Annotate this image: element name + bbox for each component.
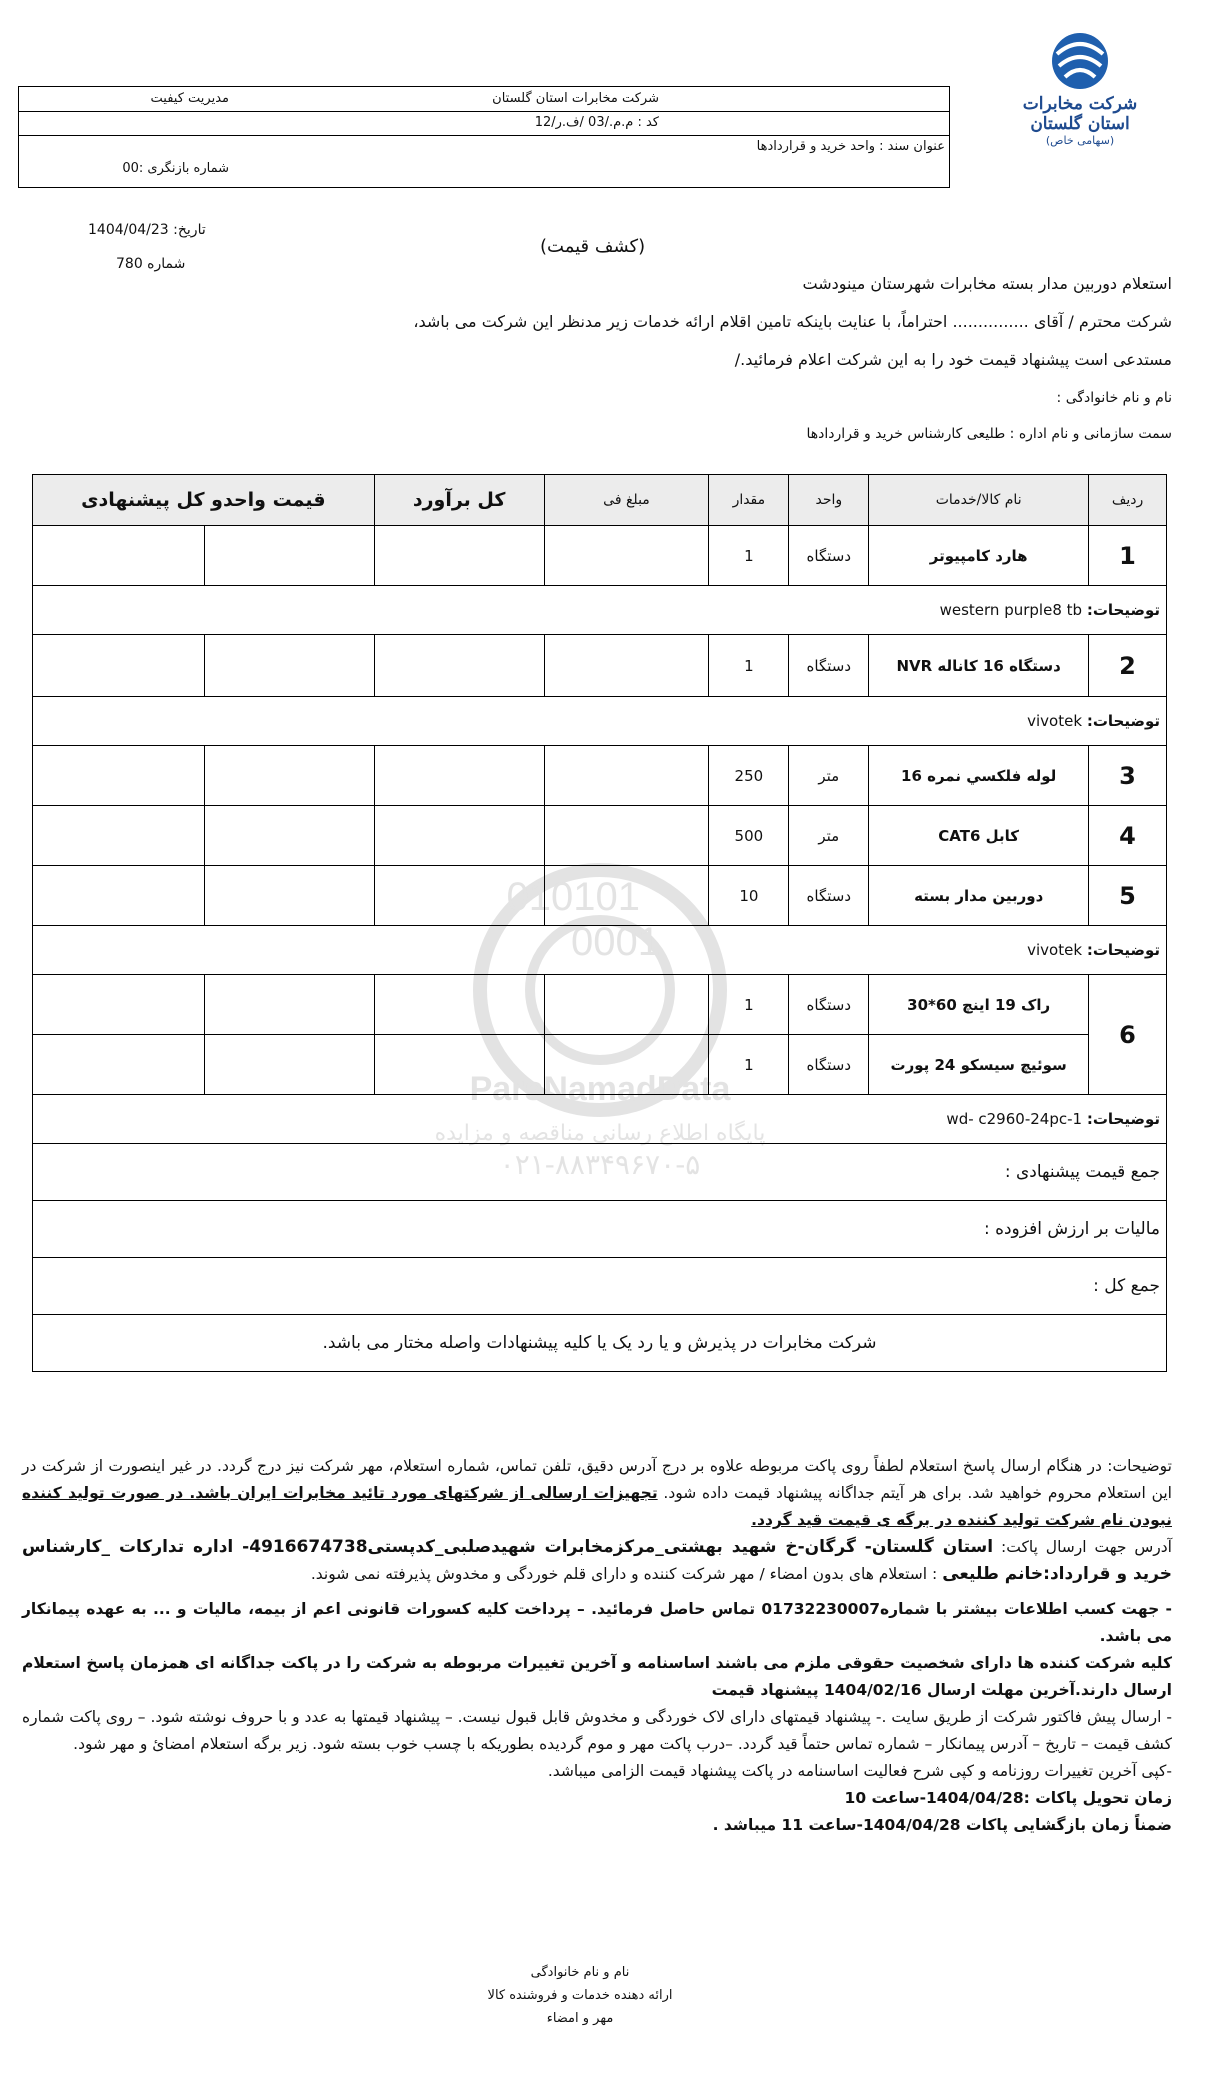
note-5: - ارسال پیش فاکتور شرکت از طریق سایت .- پیشنهاد قیمتهای دارای لاک خوردگی و مخدوش قابل قبول نیست. – پیشنهاد قیمتها به عدد و با حروف نوشته شود. – روی پاکت شماره کشف قیمت – تاریخ – آدرس پیمانکار – شماره تماس حتماً قید گردد. –درب پاکت مهر و موم گردیده بطوریکه با چسب خوب بسته شود. زیر برگه استعلام امضائ و مهر شود.	[22, 1708, 1172, 1753]
header-name-col: نام کالا/خدمات	[869, 475, 1089, 526]
total-cell	[374, 975, 544, 1035]
item-name: کابل CAT6	[869, 806, 1089, 866]
item-qty: 1	[709, 526, 789, 586]
offer-total-cell	[204, 635, 374, 697]
offer-total-cell	[204, 526, 374, 586]
document-number: شماره 780	[116, 256, 186, 272]
offer-unit-cell	[33, 526, 205, 586]
table-header-row	[33, 475, 1167, 526]
offer-total-cell	[204, 746, 374, 806]
row-number: 6	[1089, 975, 1167, 1095]
offer-unit-cell	[33, 975, 205, 1035]
intro-line-4: نام و نام خانوادگی :	[1056, 390, 1172, 406]
description-value: western purple8 tb	[939, 601, 1083, 619]
watermark-line-1: پایگاه اطلاع رسانی مناقصه و مزایده	[434, 1121, 766, 1146]
header-row-col: ردیف	[1089, 475, 1167, 526]
row-number: 1	[1089, 526, 1167, 586]
total-cell	[374, 1035, 544, 1095]
signature-block	[430, 1965, 730, 2026]
item-qty: 10	[709, 866, 789, 926]
header-total-col: کل برآورد	[374, 475, 544, 526]
header-code: کد : م.م./03 /ف.ر/12	[534, 115, 659, 130]
note-2a: آدرس جهت ارسال پاکت:	[1001, 1538, 1172, 1556]
item-name: سوئیچ سیسکو 24 پورت	[869, 1035, 1089, 1095]
note-1b: تجهیزات ارسالی از شرکتهای مورد تائید مخابرات ایران باشد. در صورت تولید کننده نبودن نام شرکت تولید کننده در برگه ی قیمت قید گردد.	[22, 1484, 1172, 1529]
note-4: کلیه شرکت کننده ها دارای شخصیت حقوقی ملزم می باشند اساسنامه و آخرین تغییرات مربوطه به شرکت را در پاکت جداگانه ای همزمان پاسخ استعلام ارسال دارند.آخرین مهلت ارسال 1404/02/16 پیشنهاد قیمت	[22, 1654, 1172, 1699]
note-2c: : استعلام های بدون امضاء / مهر شرکت کننده و دارای قلم خوردگی و مخدوش پذیرفته نمی شوند.	[310, 1565, 938, 1583]
company-logo	[1000, 30, 1160, 160]
signature-stamp: مهر و امضاء	[546, 2011, 614, 2026]
rights-row	[33, 1315, 1167, 1372]
table-row	[33, 975, 1167, 1035]
item-name: لوله فلکسي نمره 16	[869, 746, 1089, 806]
item-unit: متر	[789, 746, 869, 806]
offer-unit-cell	[33, 1035, 205, 1095]
item-name: هارد کامپیوتر	[869, 526, 1089, 586]
notes-section	[22, 1453, 1172, 1839]
telecom-logo-icon	[1045, 30, 1115, 92]
offer-total-cell	[204, 975, 374, 1035]
total-cell	[374, 635, 544, 697]
item-name: دوربین مدار بسته	[869, 866, 1089, 926]
note-8: ضمناً زمان بازگشایی پاکات 1404/04/28-ساعت 11 میباشد .	[712, 1816, 1172, 1834]
vat-label: مالیات بر ارزش افزوده :	[33, 1201, 1167, 1258]
note-7: زمان تحویل پاکات :1404/04/28-ساعت 10	[844, 1789, 1172, 1807]
rights-note: شرکت مخابرات در پذیرش و یا رد یک یا کلیه پیشنهادات واصله مختار می باشد.	[33, 1315, 1167, 1372]
intro-line-2: شرکت محترم / آقای ............... احتراماً، با عنایت باینکه تامین اقلام ارائه خدمات زیر مدنظر این شرکت می باشد،	[413, 312, 1172, 331]
header-revision: شماره بازنگری :00	[122, 161, 229, 176]
row-number: 2	[1089, 635, 1167, 697]
fee-cell	[544, 806, 709, 866]
sum-offer-label: جمع قیمت پیشنهادی :	[33, 1144, 1167, 1201]
description-value: vivotek	[1027, 712, 1083, 730]
sum-offer-row	[33, 1144, 1167, 1201]
intro-line-5: سمت سازمانی و نام اداره : طلیعی کارشناس خرید و قراردادها	[806, 426, 1172, 442]
offer-total-cell	[204, 806, 374, 866]
table-row	[33, 635, 1167, 697]
signature-provider: ارائه دهنده خدمات و فروشنده کالا	[487, 1988, 673, 2003]
item-qty: 1	[709, 1035, 789, 1095]
header-quality: مدیریت کیفیت	[150, 91, 229, 106]
description-row	[33, 697, 1167, 746]
table-row	[33, 746, 1167, 806]
fee-cell	[544, 746, 709, 806]
item-qty: 250	[709, 746, 789, 806]
grand-total-row	[33, 1258, 1167, 1315]
item-unit: دستگاه	[789, 866, 869, 926]
item-name: راک 19 اینچ 60*30	[869, 975, 1089, 1035]
watermark-digits-1: 010101	[506, 875, 640, 919]
fee-cell	[544, 975, 709, 1035]
document-header-box	[18, 86, 950, 188]
item-qty: 500	[709, 806, 789, 866]
item-unit: دستگاه	[789, 975, 869, 1035]
total-cell	[374, 746, 544, 806]
description-label: توضیحات:	[1086, 712, 1160, 730]
offer-total-cell	[204, 1035, 374, 1095]
note-6: -کپی آخرین تغییرات روزنامه و کپی شرح فعالیت اساسنامه در پاکت پیشنهاد قیمت الزامی میباشد.	[547, 1762, 1172, 1780]
signature-name: نام و نام خانوادگی	[530, 1965, 630, 1980]
table-row	[33, 806, 1167, 866]
header-company: شرکت مخابرات استان گلستان	[492, 91, 659, 106]
header-unit-col: واحد	[789, 475, 869, 526]
table-row	[33, 526, 1167, 586]
item-unit: دستگاه	[789, 635, 869, 697]
offer-unit-cell	[33, 806, 205, 866]
total-cell	[374, 526, 544, 586]
total-cell	[374, 806, 544, 866]
header-doc-title: عنوان سند : واحد خرید و قراردادها	[756, 139, 945, 154]
page-title: (کشف قیمت)	[540, 236, 646, 257]
note-paragraph-2	[22, 1534, 1172, 1588]
items-table	[32, 474, 1167, 1372]
vat-row	[33, 1201, 1167, 1258]
fee-cell	[544, 526, 709, 586]
description-label: توضیحات:	[1086, 1110, 1160, 1128]
description-label: توضیحات:	[1086, 941, 1160, 959]
document-date: تاریخ: 1404/04/23	[88, 222, 206, 238]
header-offer-col: قیمت واحدو کل پیشنهادی	[33, 475, 375, 526]
note-2b: استان گلستان- گرگان-خ شهید بهشتی_مرکزمخابرات شهیدصلبی_کدپستی4916674738- اداره تدارکات _کارشناس خرید و قرارداد:خانم طلیعی	[22, 1537, 1172, 1584]
offer-unit-cell	[33, 746, 205, 806]
intro-line-3: مستدعی است پیشنهاد قیمت خود را به این شرکت اعلام فرمائید./	[734, 350, 1172, 369]
description-row	[33, 1095, 1167, 1144]
logo-subtitle: (سهامی خاص)	[1045, 134, 1115, 147]
row-number: 5	[1089, 866, 1167, 926]
watermark-digits-2: 0001	[571, 920, 660, 964]
item-qty: 1	[709, 635, 789, 697]
total-cell	[374, 866, 544, 926]
header-fee-col: مبلغ فی	[544, 475, 709, 526]
offer-unit-cell	[33, 866, 205, 926]
note-paragraph-1	[22, 1453, 1172, 1534]
fee-cell	[544, 635, 709, 697]
description-row	[33, 586, 1167, 635]
description-row	[33, 926, 1167, 975]
logo-name: شرکت مخابرات استان گلستان	[1022, 94, 1138, 134]
item-qty: 1	[709, 975, 789, 1035]
offer-total-cell	[204, 866, 374, 926]
watermark-brand: ParsNamadData	[469, 1070, 731, 1108]
table-row	[33, 1035, 1167, 1095]
offer-unit-cell	[33, 635, 205, 697]
watermark-line-2: ۰۲۱-۸۸۳۴۹۶۷۰-۵	[499, 1148, 701, 1180]
description-value: vivotek	[1027, 941, 1083, 959]
description-label: توضیحات:	[1086, 601, 1160, 619]
description-value: wd- c2960-24pc-1	[946, 1110, 1083, 1128]
intro-line-1: استعلام دوربین مدار بسته مخابرات شهرستان مینودشت	[802, 274, 1172, 293]
item-unit: دستگاه	[789, 1035, 869, 1095]
header-qty-col: مقدار	[709, 475, 789, 526]
item-unit: دستگاه	[789, 526, 869, 586]
row-number: 3	[1089, 746, 1167, 806]
note-1a: توضیحات: در هنگام ارسال پاسخ استعلام لطفاً روی پاکت مربوطه علاوه بر درج آدرس دقیق، تلفن تماس، شماره استعلام، مهر شرکت نیز درج گردد. در غیر اینصورت از شرکت در این استعلام محروم خواهید شد. برای هر آیتم جداگانه پیشنهاد قیمت داده شود.	[22, 1457, 1172, 1502]
grand-total-label: جمع کل :	[33, 1258, 1167, 1315]
table-row	[33, 866, 1167, 926]
item-unit: متر	[789, 806, 869, 866]
fee-cell	[544, 866, 709, 926]
note-3: - جهت کسب اطلاعات بیشتر با شماره01732230007 تماس حاصل فرمائید. – پرداخت کلیه کسورات قانونی اعم از بیمه، مالیات و ... به عهده پیمانکار می باشد.	[22, 1600, 1172, 1645]
fee-cell	[544, 1035, 709, 1095]
row-number: 4	[1089, 806, 1167, 866]
item-name: دستگاه 16 کاناله NVR	[869, 635, 1089, 697]
